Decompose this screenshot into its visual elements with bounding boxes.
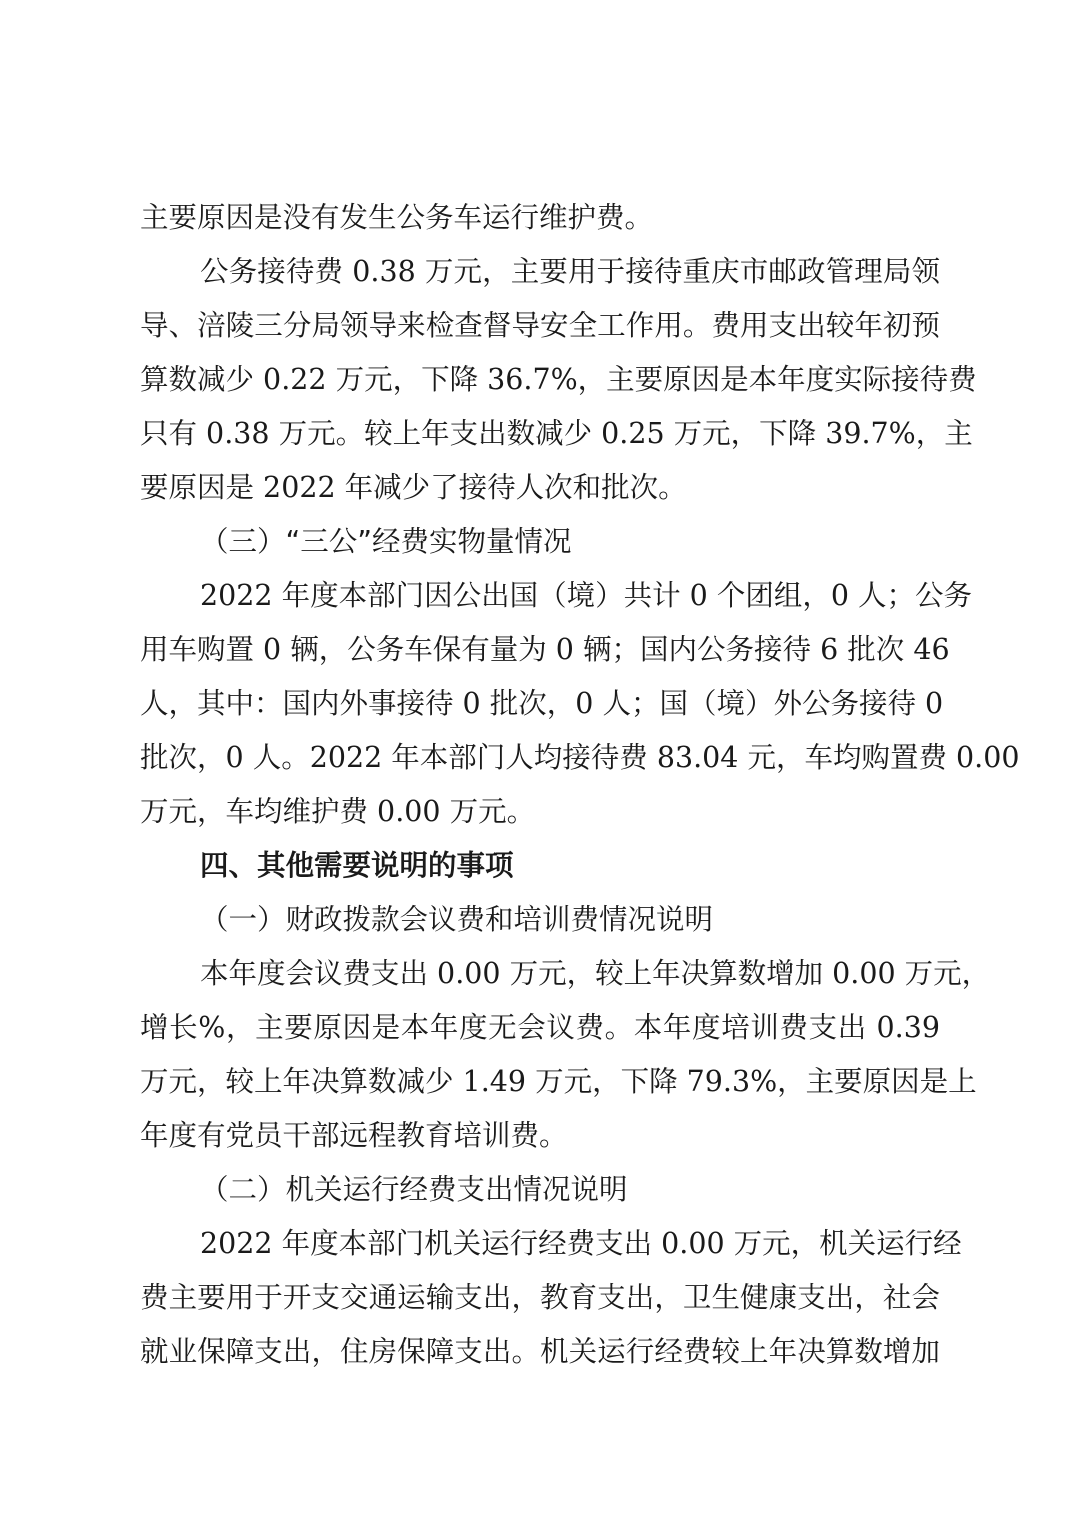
subsection-heading: （一）财政拨款会议费和培训费情况说明 xyxy=(200,903,714,936)
subsection-heading: （三）“三公”经费实物量情况 xyxy=(200,525,572,558)
paragraph-line: 要原因是 2022 年减少了接待人次和批次。 xyxy=(140,471,687,504)
paragraph-line: 导、涪陵三分局领导来检查督导安全工作用。费用支出较年初预 xyxy=(140,309,940,342)
paragraph-line: 2022 年度本部门机关运行经费支出 0.00 万元，机关运行经 xyxy=(200,1227,962,1260)
paragraph-line: 批次，0 人。2022 年本部门人均接待费 83.04 元，车均购置费 0.00 xyxy=(140,741,1020,774)
subsection-heading: （二）机关运行经费支出情况说明 xyxy=(200,1173,628,1206)
paragraph-line: 用车购置 0 辆，公务车保有量为 0 辆；国内公务接待 6 批次 46 xyxy=(140,633,950,666)
paragraph-line: 主要原因是没有发生公务车运行维护费。 xyxy=(140,201,654,234)
paragraph-line: 人，其中：国内外事接待 0 批次，0 人；国（境）外公务接待 0 xyxy=(140,687,944,720)
paragraph-line: 年度有党员干部远程教育培训费。 xyxy=(140,1119,568,1152)
paragraph-line: 公务接待费 0.38 万元，主要用于接待重庆市邮政管理局领 xyxy=(200,255,940,288)
paragraph-line: 只有 0.38 万元。较上年支出数减少 0.25 万元，下降 39.7%，主 xyxy=(140,417,973,450)
paragraph-line: 万元，较上年决算数减少 1.49 万元，下降 79.3%，主要原因是上 xyxy=(140,1065,977,1098)
paragraph-line: 算数减少 0.22 万元，下降 36.7%，主要原因是本年度实际接待费 xyxy=(140,363,977,396)
paragraph-line: 费主要用于开支交通运输支出，教育支出，卫生健康支出，社会 xyxy=(140,1281,940,1314)
paragraph-line: 本年度会议费支出 0.00 万元，较上年决算数增加 0.00 万元， xyxy=(200,957,991,990)
paragraph-line: 就业保障支出，住房保障支出。机关运行经费较上年决算数增加 xyxy=(140,1335,940,1368)
paragraph-line: 2022 年度本部门因公出国（境）共计 0 个团组，0 人；公务 xyxy=(200,579,973,612)
section-heading: 四、其他需要说明的事项 xyxy=(200,849,514,882)
paragraph-line: 增长%，主要原因是本年度无会议费。本年度培训费支出 0.39 xyxy=(140,1011,940,1044)
paragraph-line: 万元，车均维护费 0.00 万元。 xyxy=(140,795,536,828)
